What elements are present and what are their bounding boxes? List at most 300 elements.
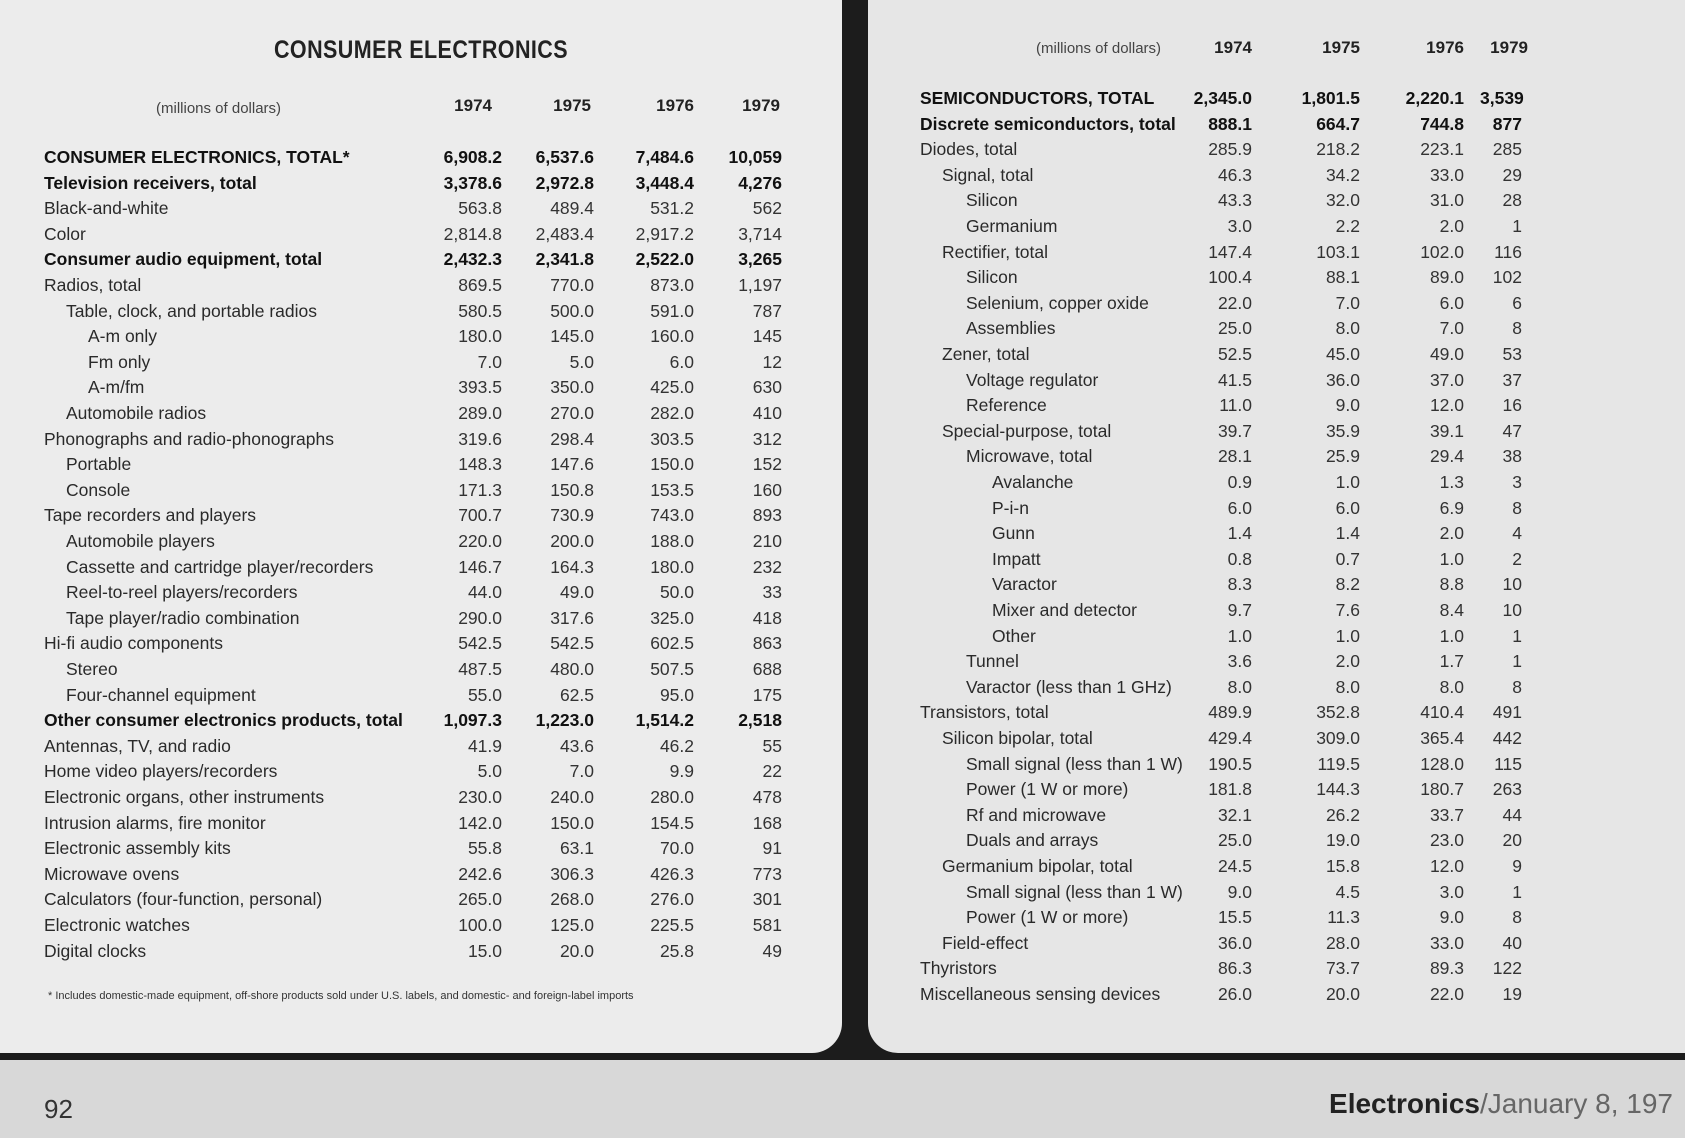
row-label: Phonographs and radio-phonographs [44,428,334,449]
cell-value: 1,514.2 [635,710,694,731]
table-row [868,446,1685,471]
cell-value: 103.1 [1316,241,1360,262]
cell-value: 2,220.1 [1405,88,1464,108]
cell-value: 180.7 [1420,779,1464,800]
row-label: A-m/fm [88,377,145,398]
year-header: 1976 [656,96,694,115]
left-page [0,0,842,1053]
cell-value: 306.3 [550,863,594,884]
cell-value: 164.3 [550,556,594,577]
cell-value: 89.0 [1429,267,1464,288]
cell-value: 160 [752,479,782,500]
table-row [0,147,842,172]
cell-value: 877 [1492,113,1522,134]
issue-date: /January 8, 197 [1479,1088,1673,1119]
cell-value: 2,483.4 [535,223,594,244]
cell-value: 730.9 [550,505,594,526]
row-label: Silicon [966,267,1018,288]
cell-value: 22.0 [1429,984,1464,1004]
table-row [868,651,1685,676]
table-row [868,984,1685,1009]
row-label: Other [992,625,1036,646]
cell-value: 88.1 [1325,267,1360,288]
cell-value: 49 [762,940,782,961]
table-row [0,787,842,812]
cell-value: 309.0 [1316,728,1360,748]
table-row [868,933,1685,958]
cell-value: 147.6 [550,454,594,475]
row-label: Home video players/recorders [44,761,278,782]
cell-value: 787 [752,300,782,321]
cell-value: 150.8 [550,479,594,500]
cell-value: 33.0 [1429,932,1464,953]
cell-value: 50.0 [659,582,694,603]
row-label: Hi-fi audio components [44,633,223,654]
cell-value: 442 [1492,728,1522,748]
table-row [0,864,842,889]
row-label: Consumer audio equipment, total [44,249,323,270]
table-row [0,813,842,838]
cell-value: 1,801.5 [1301,88,1360,108]
cell-value: 8.8 [1439,574,1464,595]
cell-value: 507.5 [650,659,694,679]
row-label: Tape player/radio combination [66,607,300,628]
table-row [868,754,1685,779]
row-label: Power (1 W or more) [966,907,1129,928]
cell-value: 145.0 [550,326,594,347]
row-label: Cassette and cartridge player/recorders [66,556,374,577]
cell-value: 418 [752,607,782,628]
cell-value: 1,097.3 [443,710,502,731]
cell-value: 175 [752,684,782,705]
cell-value: 95.0 [659,684,694,705]
row-label: Impatt [992,548,1041,569]
cell-value: 37.0 [1429,369,1464,390]
table-row [868,958,1685,983]
cell-value: 44.0 [467,582,502,603]
cell-value: 25.0 [1217,318,1252,339]
cell-value: 25.0 [1217,830,1252,851]
cell-value: 12.0 [1429,856,1464,876]
table-row [0,582,842,607]
cell-value: 125.0 [550,915,594,935]
cell-value: 770.0 [550,275,594,295]
cell-value: 150.0 [550,812,594,833]
table-row [868,190,1685,215]
cell-value: 11.0 [1219,395,1252,416]
row-label: Discrete semiconductors, total [920,113,1176,134]
row-label: Varactor (less than 1 GHz) [966,676,1172,697]
cell-value: 365.4 [1420,728,1464,748]
row-label: Automobile radios [66,403,207,423]
cell-value: 317.6 [550,607,594,628]
cell-value: 49.0 [559,582,594,603]
row-label: Transistors, total [920,702,1049,723]
table-row [868,702,1685,727]
cell-value: 290.0 [458,607,502,628]
cell-value: 190.5 [1208,753,1252,774]
table-row [0,915,842,940]
cell-value: 289.0 [458,403,502,423]
cell-value: 3 [1512,472,1522,492]
row-label: Microwave ovens [44,863,180,884]
row-label: Intrusion alarms, fire monitor [44,812,266,833]
cell-value: 3.6 [1227,651,1252,672]
cell-value: 863 [752,633,782,654]
row-label: Varactor [992,574,1057,595]
cell-value: 36.0 [1217,932,1252,953]
table-row [0,941,842,966]
cell-value: 8.0 [1335,318,1360,339]
table-row [868,728,1685,753]
cell-value: 276.0 [650,889,694,910]
row-label: Duals and arrays [966,830,1099,851]
cell-value: 153.5 [650,479,694,500]
cell-value: 34.2 [1325,164,1360,185]
cell-value: 319.6 [458,428,502,449]
row-label: Germanium bipolar, total [942,856,1133,876]
cell-value: 91 [762,838,782,859]
cell-value: 53 [1502,344,1522,364]
cell-value: 6 [1512,292,1522,313]
table-row [868,165,1685,190]
cell-value: 147.4 [1208,241,1252,262]
cell-value: 22 [762,761,782,782]
cell-value: 19 [1502,984,1522,1004]
cell-value: 20.0 [1325,984,1360,1004]
cell-value: 29.4 [1429,446,1464,467]
cell-value: 55.8 [467,838,502,859]
row-label: Electronic assembly kits [44,838,231,859]
table-row [868,600,1685,625]
cell-value: 19.0 [1325,830,1360,851]
cell-value: 20 [1502,830,1522,851]
year-header: 1974 [1214,38,1252,57]
cell-value: 116 [1494,241,1522,262]
cell-value: 168 [752,812,782,833]
cell-value: 1.0 [1227,625,1252,646]
cell-value: 489.4 [550,198,594,219]
cell-value: 2,341.8 [535,249,594,270]
row-label: Assemblies [966,318,1056,339]
cell-value: 1 [1512,216,1522,236]
cell-value: 2,972.8 [535,172,594,193]
cell-value: 6.9 [1439,497,1464,518]
cell-value: 426.3 [650,863,694,884]
cell-value: 148.3 [458,454,502,475]
row-label: Reference [966,395,1047,416]
cell-value: 487.5 [458,659,502,679]
cell-value: 44 [1502,804,1522,825]
cell-value: 232 [752,556,782,577]
cell-value: 7.0 [477,351,502,372]
table-row [868,267,1685,292]
row-label: Voltage regulator [966,369,1099,390]
table-row [868,677,1685,702]
cell-value: 410 [752,403,782,423]
cell-value: 52.5 [1217,344,1252,364]
cell-value: 100.4 [1208,267,1252,288]
cell-value: 873.0 [650,275,694,295]
cell-value: 2,522.0 [635,249,694,270]
cell-value: 6.0 [1439,292,1464,313]
table-row [0,531,842,556]
cell-value: 12 [762,351,782,372]
table-row [0,633,842,658]
cell-value: 4.5 [1335,881,1360,902]
cell-value: 142.0 [458,812,502,833]
cell-value: 33.0 [1429,164,1464,185]
cell-value: 11.3 [1327,907,1360,928]
cell-value: 352.8 [1316,702,1360,723]
cell-value: 2.0 [1439,216,1464,236]
cell-value: 285.9 [1208,139,1252,160]
cell-value: 33.7 [1429,804,1464,825]
cell-value: 225.5 [650,915,694,935]
cell-value: 2,432.3 [443,249,502,270]
cell-value: 4,276 [738,172,782,193]
table-row [0,736,842,761]
cell-value: 6.0 [1335,497,1360,518]
cell-value: 25.8 [659,940,694,961]
cell-value: 24.5 [1217,856,1252,876]
cell-value: 3.0 [1227,216,1252,236]
cell-value: 301 [752,889,782,910]
cell-value: 46.2 [659,735,694,756]
cell-value: 6,908.2 [443,147,502,167]
cell-value: 1.4 [1335,523,1360,544]
cell-value: 2.0 [1335,651,1360,672]
table-row [868,856,1685,881]
cell-value: 425.0 [650,377,694,398]
row-label: Germanium [966,216,1058,236]
row-label: Console [66,479,131,500]
table-row [868,523,1685,548]
table-row [0,454,842,479]
cell-value: 563.8 [458,198,502,219]
cell-value: 152 [752,454,782,475]
row-label: Black-and-white [44,198,169,219]
cell-value: 1.0 [1335,625,1360,646]
cell-value: 160.0 [650,326,694,347]
cell-value: 119.5 [1317,753,1360,774]
cell-value: 869.5 [458,275,502,295]
row-label: Digital clocks [44,940,147,961]
table-row [868,370,1685,395]
cell-value: 263 [1492,779,1522,800]
cell-value: 1 [1512,651,1522,672]
table-row [0,301,842,326]
year-header: 1979 [1490,38,1528,57]
cell-value: 2.0 [1439,523,1464,544]
cell-value: 28 [1502,190,1522,211]
cell-value: 210 [752,531,782,551]
cell-value: 35.9 [1325,420,1360,441]
cell-value: 268.0 [550,889,594,910]
cell-value: 3,265 [738,249,782,270]
cell-value: 144.3 [1316,779,1360,800]
table-row [868,242,1685,267]
table-row [868,882,1685,907]
year-header: 1974 [454,96,492,115]
cell-value: 2 [1512,548,1522,569]
table-row [0,685,842,710]
table-row [868,139,1685,164]
cell-value: 15.5 [1217,907,1252,928]
cell-value: 0.7 [1335,548,1360,569]
cell-value: 70.0 [659,838,694,859]
cell-value: 9.0 [1439,907,1464,928]
magazine-credit [1329,1088,1673,1120]
cell-value: 2,917.2 [635,223,694,244]
table-row [868,498,1685,523]
cell-value: 3.0 [1439,881,1464,902]
table-row [868,216,1685,241]
row-label: Avalanche [992,472,1074,492]
row-label: Electronic watches [44,915,190,935]
cell-value: 893 [752,505,782,526]
cell-value: 1 [1512,625,1522,646]
cell-value: 773 [752,863,782,884]
cell-value: 100.0 [458,915,502,935]
cell-value: 393.5 [458,377,502,398]
cell-value: 10 [1502,600,1522,620]
table-row [868,114,1685,139]
row-label: A-m only [88,326,158,347]
cell-value: 491 [1492,702,1522,723]
cell-value: 9.9 [669,761,694,782]
cell-value: 9.0 [1335,395,1360,416]
cell-value: 145 [752,326,782,347]
cell-value: 8.0 [1227,676,1252,697]
cell-value: 26.0 [1217,984,1252,1004]
cell-value: 43.3 [1217,190,1252,211]
row-label: Reel-to-reel players/recorders [66,582,298,603]
cell-value: 350.0 [550,377,594,398]
row-label: Diodes, total [920,139,1018,160]
cell-value: 8 [1512,907,1522,928]
cell-value: 8.0 [1439,676,1464,697]
cell-value: 150.0 [650,454,694,475]
cell-value: 128.0 [1420,753,1464,774]
row-label: Portable [66,454,132,475]
unit-label: (millions of dollars) [156,100,282,117]
row-label: Field-effect [942,932,1029,953]
footnote: * Includes domestic-made equipment, off-shore products sold under U.S. labels, and domestic- and foreign-label imports [48,990,634,1002]
cell-value: 3,714 [738,223,782,244]
cell-value: 744.8 [1420,113,1464,134]
cell-value: 1.0 [1439,548,1464,569]
cell-value: 36.0 [1325,369,1360,390]
cell-value: 47 [1502,420,1522,441]
table-row [0,403,842,428]
cell-value: 3,448.4 [635,172,694,193]
table-row [0,761,842,786]
cell-value: 28.0 [1325,932,1360,953]
cell-value: 218.2 [1316,139,1360,160]
cell-value: 489.9 [1208,702,1252,723]
row-label: Rf and microwave [966,804,1107,825]
cell-value: 10,059 [728,147,782,167]
table-row [868,318,1685,343]
cell-value: 115 [1494,753,1522,774]
cell-value: 38 [1502,446,1522,467]
cell-value: 73.7 [1325,958,1360,979]
year-header: 1976 [1426,38,1464,57]
row-label: Small signal (less than 1 W) [966,753,1183,774]
cell-value: 12.0 [1429,395,1464,416]
row-label: P-i-n [992,497,1029,518]
row-label: Rectifier, total [942,241,1049,262]
table-row [868,626,1685,651]
table-row [868,344,1685,369]
cell-value: 200.0 [550,531,594,551]
cell-value: 743.0 [650,505,694,526]
table-row [868,574,1685,599]
cell-value: 1.7 [1439,651,1464,672]
table-row [868,421,1685,446]
cell-value: 303.5 [650,428,694,449]
right-page [868,0,1685,1053]
row-label: Signal, total [942,164,1034,185]
cell-value: 32.0 [1325,190,1360,211]
cell-value: 9.0 [1227,881,1252,902]
cell-value: 40 [1502,932,1522,953]
table-row [868,549,1685,574]
row-label: Power (1 W or more) [966,779,1129,800]
table-row [0,377,842,402]
cell-value: 1,197 [738,275,782,295]
cell-value: 298.4 [550,428,594,449]
row-label: Tape recorders and players [44,505,257,526]
cell-value: 154.5 [650,812,694,833]
row-label: Table, clock, and portable radios [66,300,317,321]
cell-value: 86.3 [1217,958,1252,979]
table-row [0,505,842,530]
cell-value: 20.0 [559,940,594,961]
page-number: 92 [44,1094,73,1124]
row-label: Fm only [88,351,151,372]
cell-value: 37 [1502,369,1522,390]
cell-value: 8 [1512,318,1522,339]
cell-value: 16 [1502,395,1522,416]
cell-value: 55.0 [467,684,502,705]
cell-value: 602.5 [650,633,694,654]
cell-value: 41.9 [467,735,502,756]
cell-value: 7.0 [1439,318,1464,339]
cell-value: 0.9 [1227,472,1252,492]
cell-value: 15.0 [467,940,502,961]
cell-value: 32.1 [1217,804,1252,825]
table-row [0,352,842,377]
cell-value: 28.1 [1217,446,1252,467]
cell-value: 171.3 [458,479,502,500]
cell-value: 581 [752,915,782,935]
cell-value: 4 [1512,523,1522,544]
cell-value: 478 [752,787,782,807]
cell-value: 2,518 [738,710,782,731]
row-label: Microwave, total [966,446,1093,467]
cell-value: 429.4 [1208,728,1252,748]
cell-value: 6.0 [1227,497,1252,518]
row-label: Small signal (less than 1 W) [966,881,1183,902]
cell-value: 146.7 [458,556,502,577]
cell-value: 500.0 [550,300,594,321]
cell-value: 25.9 [1325,446,1360,467]
row-label: Special-purpose, total [942,420,1112,441]
cell-value: 220.0 [458,531,502,551]
cell-value: 122 [1492,958,1522,979]
